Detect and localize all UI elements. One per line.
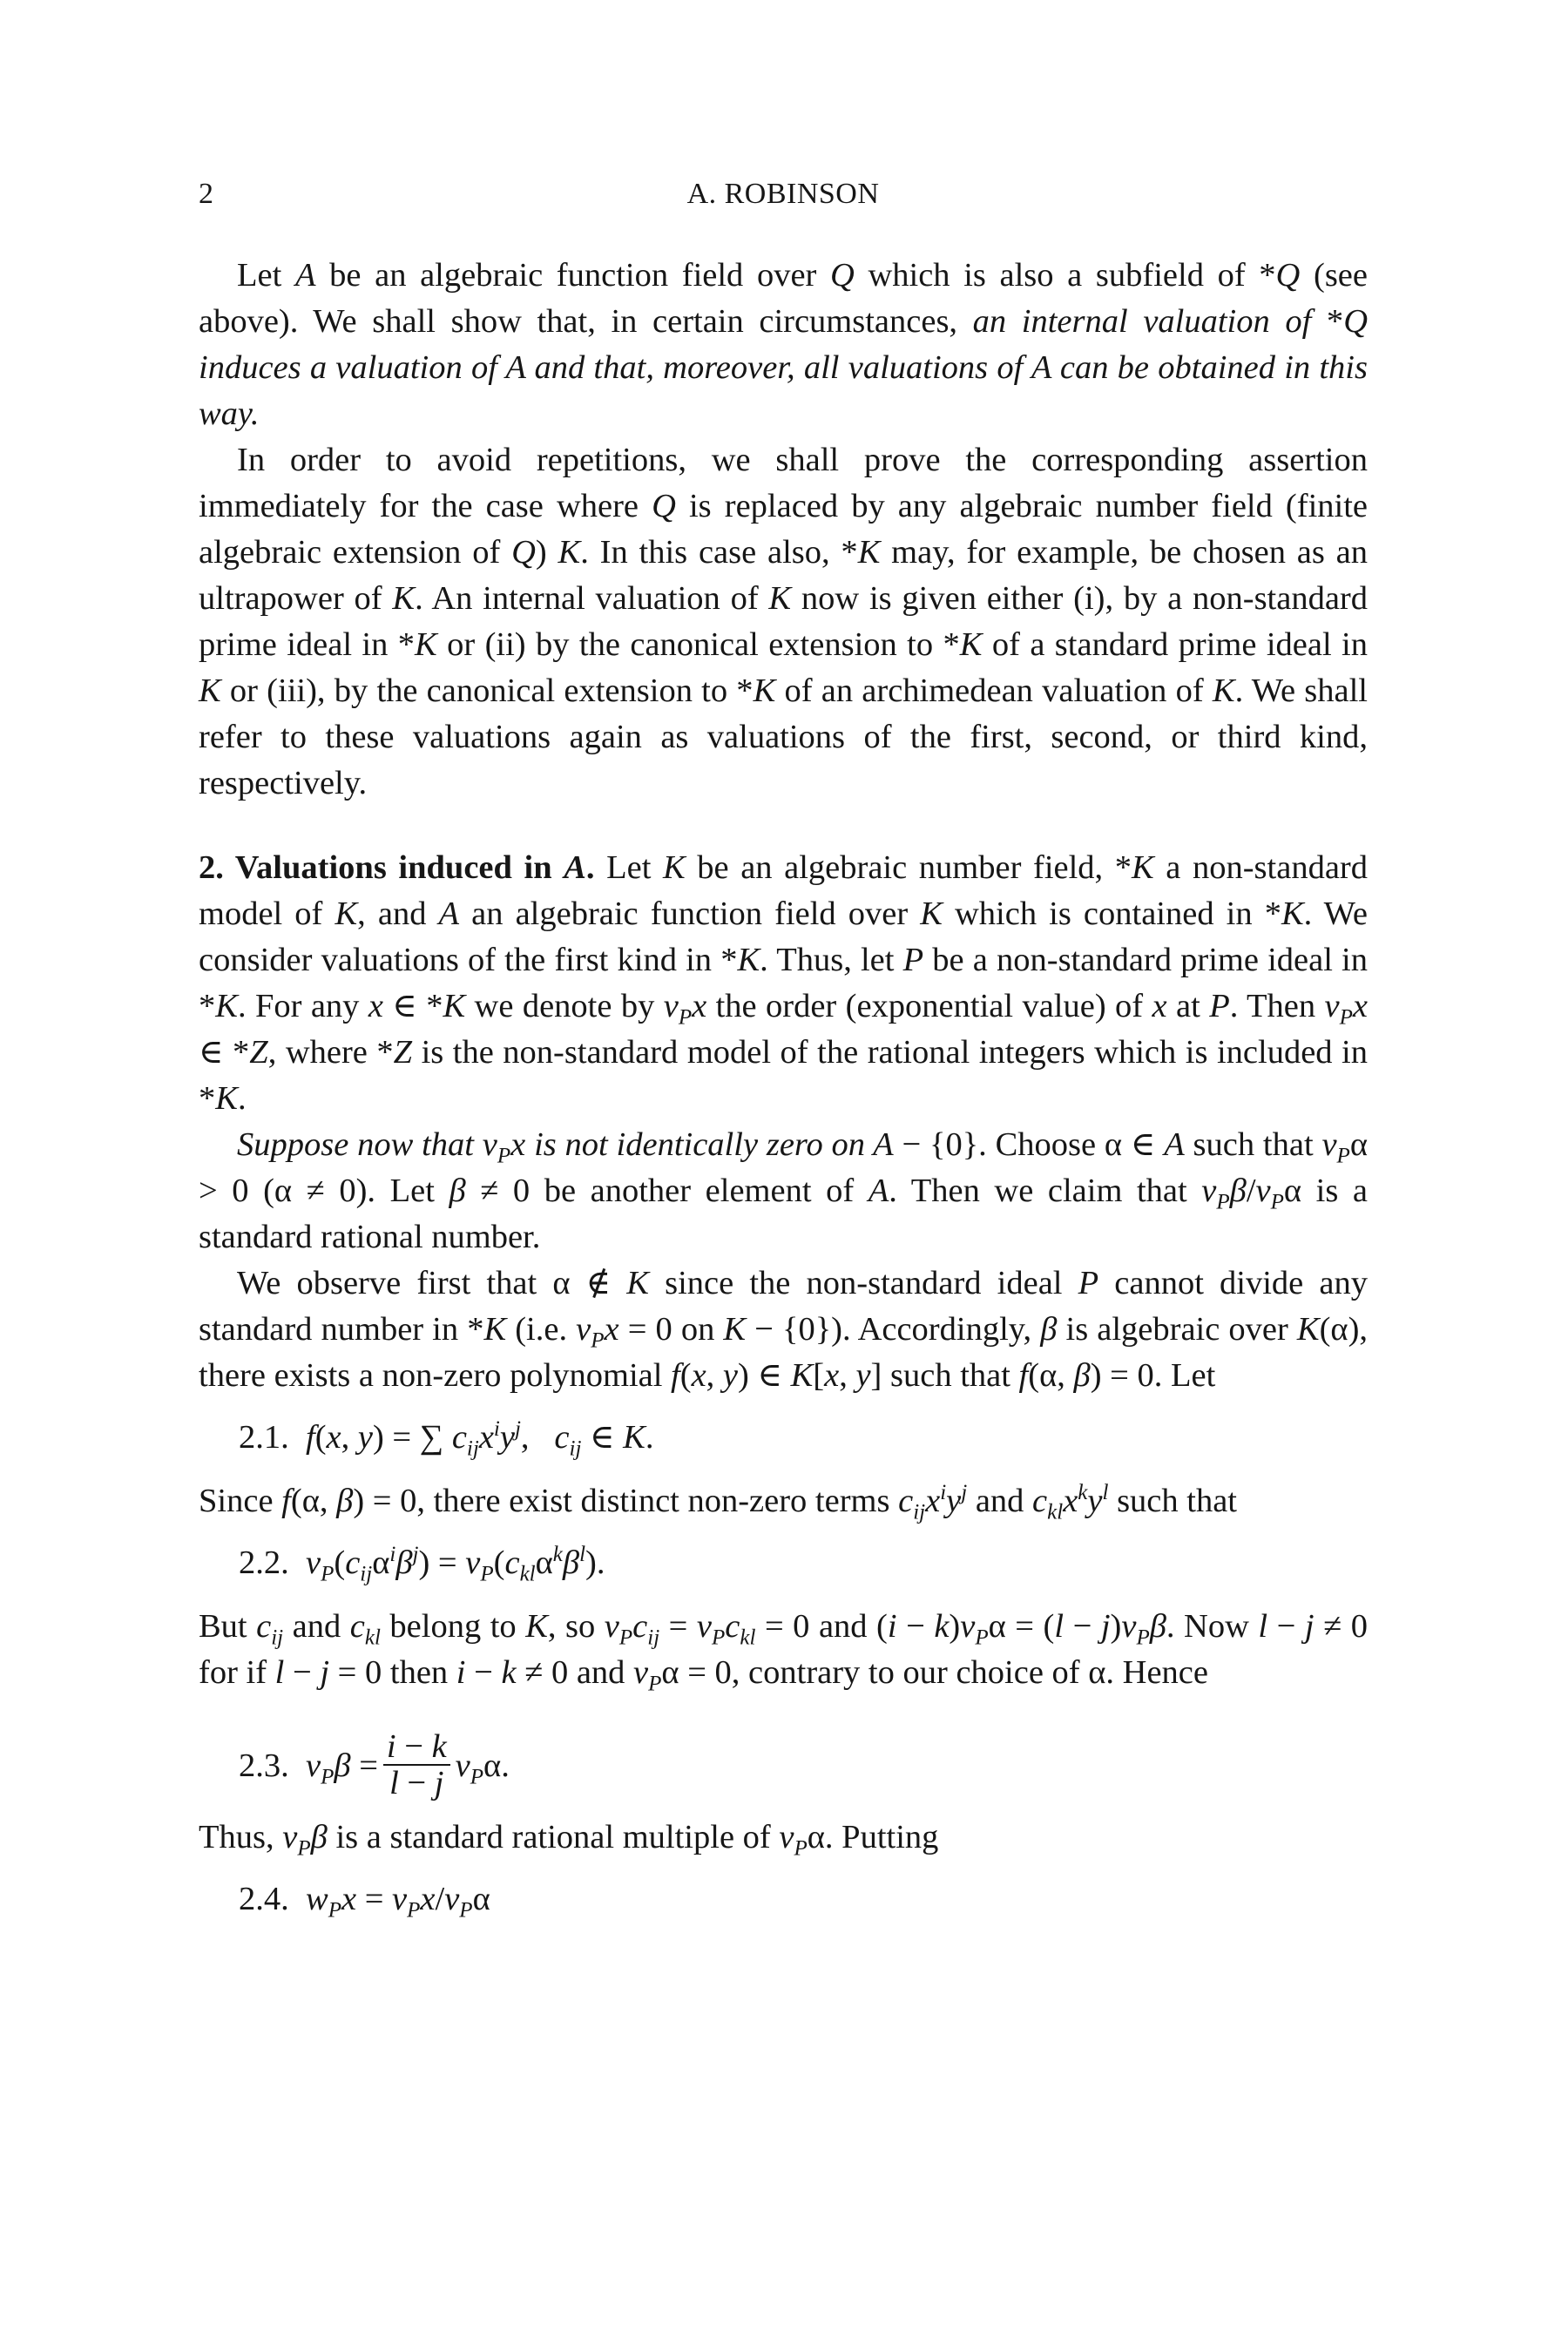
page-header: [199, 172, 1368, 216]
equation-2-2: 2.2. $v_P(c_{ij}\alpha^i\beta^j) = v_P(c_{kl}\alpha^k\beta^l)$.: [239, 1543, 605, 1586]
running-head: A. ROBINSON: [686, 178, 880, 210]
paragraph-6: Since f(α, β) = 0, there exist distinct non-zero terms $c_{ij}x^iy^j$ and $c_{kl}x^ky^l$ such that: [199, 1481, 1237, 1524]
fraction: $\frac{i - k}{l - j}$: [383, 1729, 450, 1801]
paragraph-4: Suppose now that $v_Px$ is not identically zero on A − {0}. Choose α ∈ A such that $v_P\alpha > 0$ (α ≠ 0). Let β ≠ 0 be another element of A. Then we claim that $v_P\beta/v_P\alpha$ is a standard rational number.: [199, 1126, 1368, 1255]
paragraph-2: In order to avoid repetitions, we shall prove the corresponding assertion immediately for the case where Q is replaced by any algebraic number field (finite algebraic extension of Q) K. In this case also, *K may, for example, be chosen as an ultrapower of K. An internal valuation of K now is given either (i), by a non-standard prime ideal in *K or (ii) by the canonical extension to *K of a standard prime ideal in K or (iii), by the canonical extension to *K of an archimedean valuation of K. We shall refer to these valuations again as valuations of the first, second, or third kind, respectively.: [199, 442, 1369, 801]
page-number: 2: [199, 178, 213, 210]
equation-2-4: 2.4. $w_Px = v_Px/v_P\alpha$: [239, 1881, 490, 1923]
paragraph-8: Thus, $v_P\beta$ is a standard rational multiple of $v_P\alpha$. Putting: [199, 1819, 939, 1861]
body-text: [199, 253, 1368, 1940]
section-heading: 2. Valuations induced in A.: [199, 849, 595, 886]
paragraph-5: We observe first that α ∉ K since the non-standard ideal P cannot divide any standard number in *K (i.e. $v_Px = 0$ on K − {0}). Accordingly, β is algebraic over K(α), there exists a non-zero polynomial f(x, y) ∈ K[x, y] such that f(α, β) = 0. Let: [199, 1265, 1369, 1394]
paragraph-7: But $c_{ij}$ and $c_{kl}$ belong to K, so $v_Pc_{ij} = v_Pc_{kl} = 0$ and $(i - k)v_P\alpha = (l - j)v_P\beta$. Now l − j ≠ 0 for if l − j = 0 then i − k ≠ 0 and $v_P\alpha = 0$, contrary to our choice of α. Hence: [199, 1608, 1368, 1696]
paragraph-3: 2. Valuations induced in A. Let K be an algebraic number field, *K a non-standard model of K, and A an algebraic function field over K which is contained in *K. We consider valuations of the first kind in *K. Thus, let P be a non-standard prime ideal in *K. For any x ∈ *K we denote by $v_Px$ the order (exponential value) of x at P. Then $v_Px$ ∈ *Z, where *Z is the non-standard model of the rational integers which is included in *K.: [199, 849, 1369, 1117]
equation-2-1: 2.1. f(x, y) = ∑ $c_{ij}x^iy^j$, $c_{ij}$ ∈ K.: [239, 1417, 654, 1461]
equation-2-3: 2.3. $v_P\beta$ = $\frac{i - k}{l - j}$ $v_P\alpha$.: [239, 1728, 510, 1801]
paragraph-1: Let A be an algebraic function field over Q which is also a subfield of *Q (see above). We shall show that, in certain circumstances, an internal valuation of *Q induces a valuation of A and that, moreover, all valuations of A can be obtained in this way.: [199, 257, 1368, 432]
